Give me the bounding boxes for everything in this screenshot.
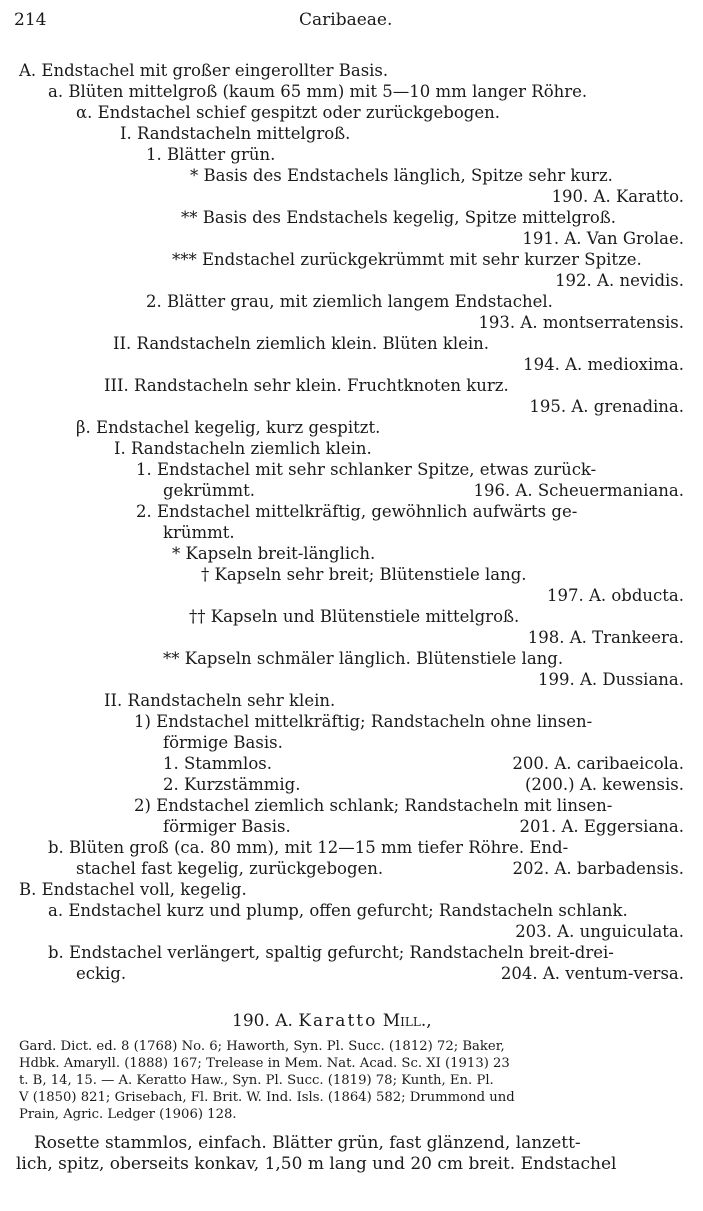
species-entry: 192. A. nevidis.: [555, 271, 684, 290]
key-line: III. Randstacheln sehr klein. Fruchtknoten kurz.: [104, 376, 509, 395]
species-entry: 195. A. grenadina.: [529, 397, 684, 416]
reference-line: Gard. Dict. ed. 8 (1768) No. 6; Haworth, Syn. Pl. Succ. (1812) 72; Baker,: [19, 1039, 505, 1054]
key-line: b. Blüten groß (ca. 80 mm), mit 12—15 mm tiefer Röhre. End-: [48, 838, 569, 857]
key-line: förmige Basis.: [163, 733, 283, 752]
species-entry: 198. A. Trankeera.: [527, 628, 684, 647]
species-entry: 200. A. caribaeicola.: [512, 754, 684, 773]
reference-line: Hdbk. Amaryll. (1888) 167; Trelease in Mem. Nat. Acad. Sc. XI (1913) 23: [19, 1056, 510, 1071]
key-line: 1. Stammlos.: [163, 754, 272, 773]
key-line: I. Randstacheln mittelgroß.: [120, 124, 351, 143]
key-line: ** Basis des Endstachels kegelig, Spitze mittelgroß.: [181, 208, 617, 227]
key-line: α. Endstachel schief gespitzt oder zurückgebogen.: [76, 103, 501, 122]
key-line: 1. Blätter grün.: [146, 145, 276, 164]
key-line: * Basis des Endstachels länglich, Spitze sehr kurz.: [190, 166, 613, 185]
reference-line: t. B, 14, 15. — A. Keratto Haw., Syn. Pl. Succ. (1819) 78; Kunth, En. Pl.: [19, 1073, 494, 1088]
species-entry: 199. A. Dussiana.: [537, 670, 684, 689]
species-entry: 203. A. unguiculata.: [515, 922, 684, 941]
key-line: 2. Kurzstämmig.: [163, 775, 301, 794]
page-number: 214: [14, 10, 47, 30]
species-entry: 190. A. Karatto.: [551, 187, 684, 206]
key-line: *** Endstachel zurückgekrümmt mit sehr kurzer Spitze.: [172, 250, 642, 269]
species-entry: 196. A. Scheuermaniana.: [473, 481, 684, 500]
key-line: B. Endstachel voll, kegelig.: [19, 880, 247, 899]
key-line: stachel fast kegelig, zurückgebogen.: [76, 859, 384, 878]
key-line: eckig.: [76, 964, 127, 983]
species-entry: (200.) A. kewensis.: [525, 775, 684, 794]
key-line: a. Endstachel kurz und plump, offen gefurcht; Randstacheln schlank.: [48, 901, 628, 920]
species-entry: 194. A. medioxima.: [523, 355, 684, 374]
description-line: Rosette stammlos, einfach. Blätter grün, fast glänzend, lanzett-: [34, 1133, 581, 1153]
species-entry: 193. A. montserratensis.: [478, 313, 684, 332]
key-line: β. Endstachel kegelig, kurz gespitzt.: [76, 418, 381, 437]
species-heading: [232, 1011, 432, 1031]
key-line: b. Endstachel verlängert, spaltig gefurcht; Randstacheln breit-drei-: [48, 943, 614, 962]
key-line: ** Kapseln schmäler länglich. Blütenstiele lang.: [163, 649, 564, 668]
key-line: II. Randstacheln ziemlich klein. Blüten klein.: [113, 334, 490, 353]
key-line: 1. Endstachel mit sehr schlanker Spitze, etwas zurück-: [136, 460, 597, 479]
species-name: Karatto: [298, 1011, 378, 1031]
key-line: 2. Endstachel mittelkräftig, gewöhnlich aufwärts ge-: [136, 502, 578, 521]
key-line: a. Blüten mittelgroß (kaum 65 mm) mit 5—10 mm langer Röhre.: [48, 82, 588, 101]
key-line: I. Randstacheln ziemlich klein.: [114, 439, 372, 458]
key-line: II. Randstacheln sehr klein.: [104, 691, 336, 710]
key-line: förmiger Basis.: [163, 817, 291, 836]
reference-line: Prain, Agric. Ledger (1906) 128.: [19, 1107, 237, 1122]
species-entry: 191. A. Van Grolae.: [522, 229, 684, 248]
species-number: 190. A.: [232, 1011, 293, 1031]
key-line: A. Endstachel mit großer eingerollter Basis.: [19, 61, 389, 80]
key-line: 2) Endstachel ziemlich schlank; Randstacheln mit linsen-: [134, 796, 613, 815]
species-entry: 204. A. ventum-versa.: [500, 964, 684, 983]
key-line: † Kapseln sehr breit; Blütenstiele lang.: [201, 565, 527, 584]
key-line: gekrümmt.: [163, 481, 256, 500]
key-line: * Kapseln breit-länglich.: [172, 544, 376, 563]
key-line: †† Kapseln und Blütenstiele mittelgroß.: [189, 607, 520, 626]
key-line: 2. Blätter grau, mit ziemlich langem Endstachel.: [146, 292, 553, 311]
species-author: Mill.,: [382, 1011, 432, 1031]
species-entry: 202. A. barbadensis.: [512, 859, 684, 878]
species-entry: 197. A. obducta.: [546, 586, 684, 605]
running-title: Caribaeae.: [299, 10, 393, 30]
reference-line: V (1850) 821; Grisebach, Fl. Brit. W. Ind. Isls. (1864) 582; Drummond und: [19, 1090, 515, 1105]
key-line: 1) Endstachel mittelkräftig; Randstacheln ohne linsen-: [134, 712, 593, 731]
description-line: lich, spitz, oberseits konkav, 1,50 m lang und 20 cm breit. Endstachel: [16, 1154, 617, 1174]
key-line: krümmt.: [163, 523, 235, 542]
species-entry: 201. A. Eggersiana.: [519, 817, 684, 836]
